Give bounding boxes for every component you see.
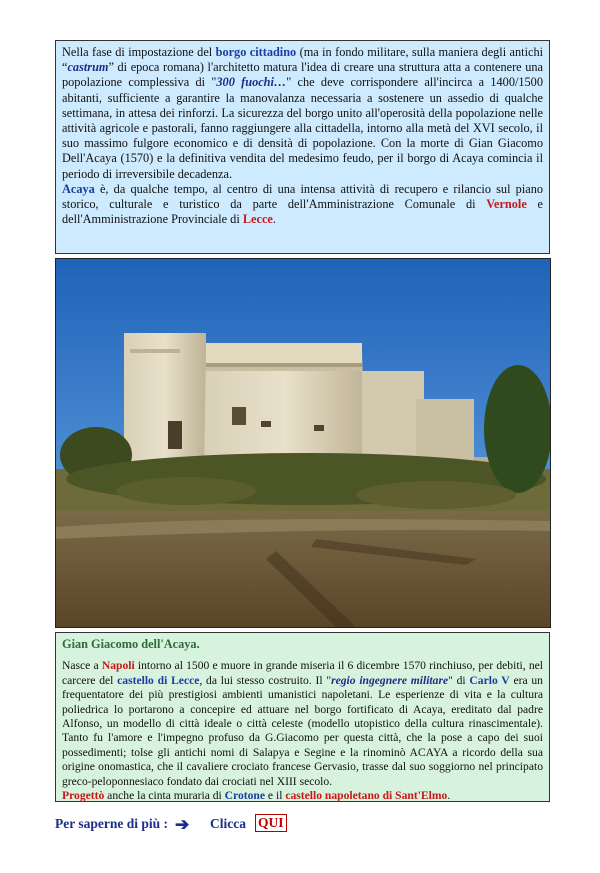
progetto-link[interactable]: Progettò — [62, 789, 105, 803]
intro-text-box — [55, 40, 550, 254]
castrum-term: castrum — [67, 60, 109, 75]
bio-text: . — [447, 789, 451, 803]
bio-text: Nasce a — [62, 659, 102, 673]
bio-heading: Gian Giacomo dell'Acaya. — [62, 637, 200, 651]
acaya-link[interactable]: Acaya — [62, 181, 95, 196]
bio-text: anche la cinta muraria di — [104, 789, 225, 803]
arrow-right-icon: ➔ — [175, 815, 190, 834]
intro-text: Nella fase di impostazione del — [62, 45, 216, 59]
bio-text-box — [55, 632, 550, 802]
castello-lecce-link[interactable]: castello di Lecce — [117, 673, 200, 687]
crotone-link[interactable]: Crotone — [224, 789, 266, 803]
regio-ingegnere-term: regio ingegnere militare — [331, 673, 449, 687]
fuochi-term: 300 fuochi… — [216, 75, 287, 90]
bio-text: , da lui stesso costruito. Il " — [199, 673, 332, 687]
clicca-label: Clicca — [210, 816, 246, 831]
castle-photo — [55, 258, 551, 628]
napoli-link[interactable]: Napoli — [101, 659, 135, 673]
bio-text: era un frequentatore dei più prestigiosi ambienti umanistici napoletani. Le esperienze di vita e la cultura poliedrica lo portarono a concepire ed attuare nel borgo fortificato di Acaya, ereditato dal padre Alfonso, un modello di città ideale o città celeste (modello utopistico della cultura rinascimentale). Tanto fu l'amore e l'impegno profuso da G.Giacomo per questa città, che la pose a capo dei suoi possedimenti; tolse gli antichi nomi di Salapya e Segine e la rinominò ACAYA a ricordo della sua origine onomastica, che il cavaliere crociato francese Gervasio, trasse dal suo soggiorno nel principato greco-peloponnesiaco fondato dai crociati nel XIII secolo. — [62, 673, 543, 788]
bio-text: e il — [265, 789, 286, 803]
bio-text: intorno al 1500 e muore in grande miseria il 6 dicembre 1570 rinchiuso, per debiti, nel carcere del — [62, 659, 544, 687]
intro-text: è, da qualche tempo, al centro di una intensa attività di recupero e rilancio sul piano storico, culturale e turistico da parte dell'Amministrazione Comunale di — [62, 181, 543, 212]
lecce-link[interactable]: Lecce — [242, 212, 273, 227]
vernole-link[interactable]: Vernole — [486, 197, 527, 212]
bio-text: " di — [448, 673, 470, 687]
qui-link[interactable]: QUI — [255, 814, 287, 832]
intro-text: " che deve corrispondere all'incirca a 1400/1500 abitanti, sufficiente a garantire la manovalanza necessaria a sostenere un assedio di qualche settimana, in attesa dei rinforzi. La sicurezza del borgo unito all'operosità della popolazione nelle attività agricole e pastorali, fanno raggiungere alla cittadella, intorno alla metà del XVI secolo, il suo massimo fulgore economico e di densità di popolazione. Con la morte di Gian Giacomo Dell'Acaya (1570) e la definitiva vendita del medesimo feudo, per il borgo di Acaya comincia il periodo di irreversibile decadenza. — [62, 75, 543, 181]
borgo-cittadino-link[interactable]: borgo cittadino — [215, 45, 297, 59]
santelmo-link[interactable]: castello napoletano di Sant'Elmo — [285, 789, 448, 803]
intro-text: . — [272, 212, 276, 227]
more-info-label: Per saperne di più : — [55, 816, 169, 831]
carlo-v-link[interactable]: Carlo V — [469, 673, 510, 687]
intro-text: ” di epoca romana) l'architetto matura l'idea di creare una struttura atta a contenere una popolazione complessiva di " — [62, 60, 543, 90]
intro-text: (ma in fondo militare, sulla maniera degli antichi “ — [62, 45, 544, 75]
intro-text: e dell'Amministrazione Provinciale di — [62, 197, 543, 227]
